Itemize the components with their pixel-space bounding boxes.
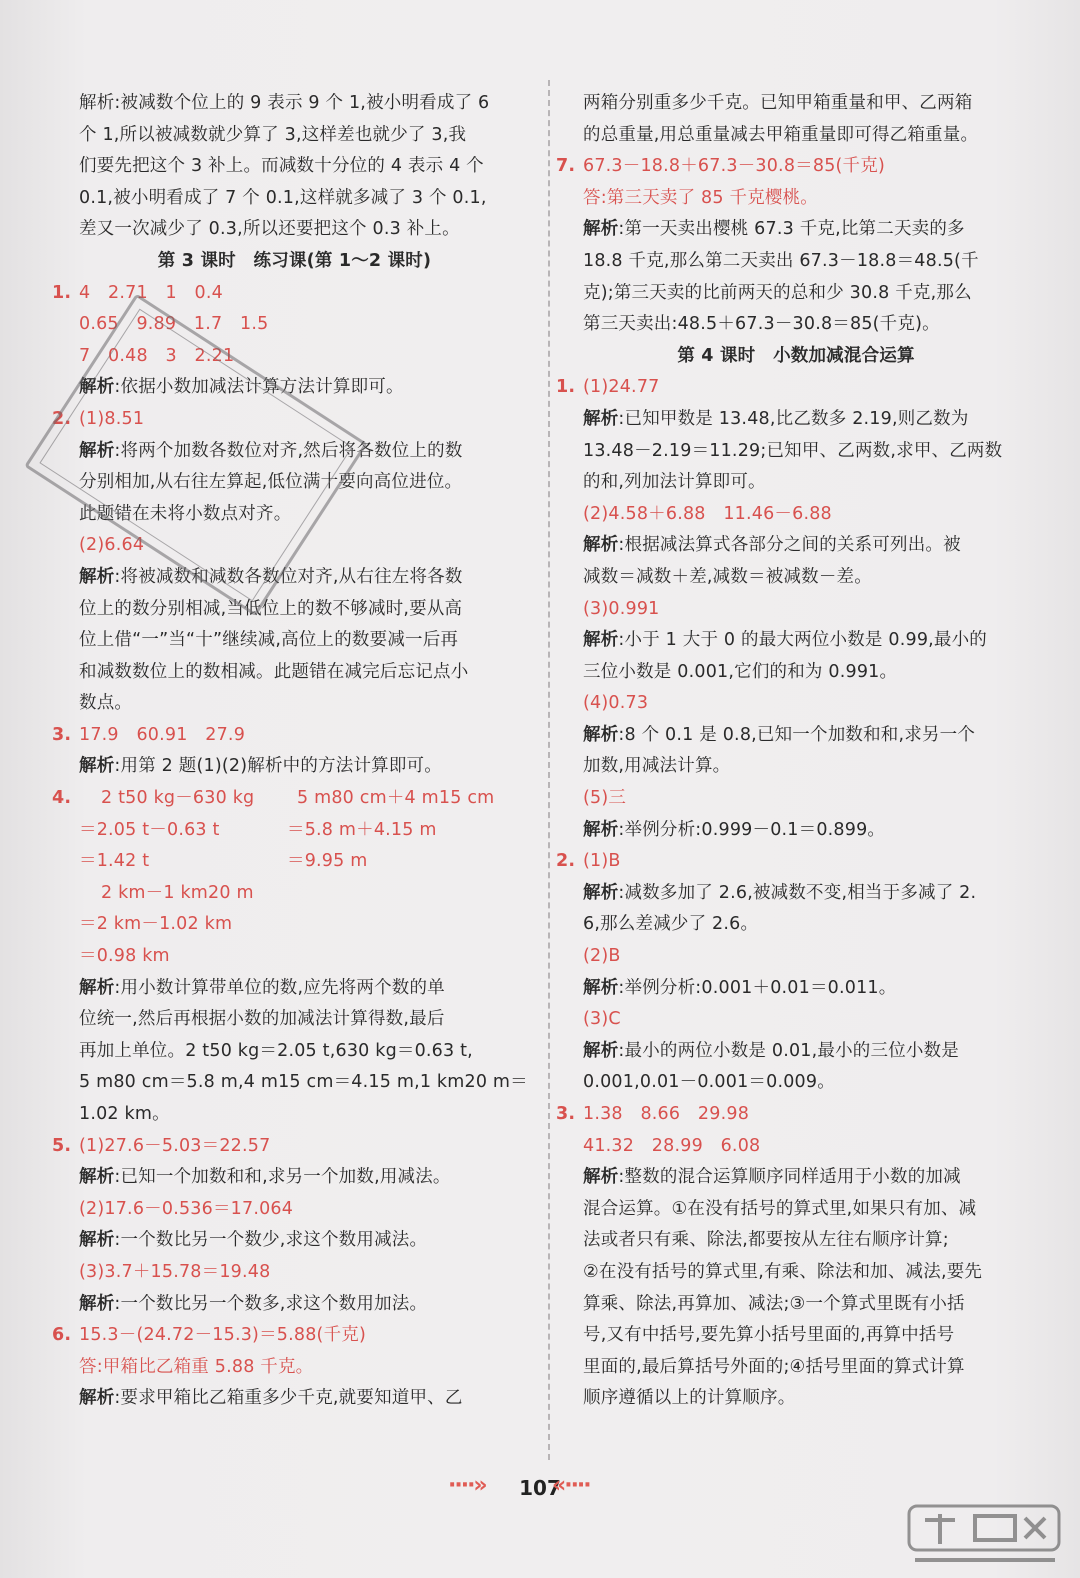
explanation: 解析:将两个加数各数位对齐,然后将各数位上的数 <box>79 440 463 461</box>
explanation: 解析:依据小数加减法计算方法计算即可。 <box>79 377 404 398</box>
explanation: 克);第三天卖的比前两天的总和少 30.8 千克,那么 <box>583 282 972 303</box>
explanation-label: 解析 <box>79 566 115 587</box>
answer: (5)三 <box>583 788 627 809</box>
question-number: 2. <box>556 851 576 872</box>
answer: 67.3－18.8＋67.3－30.8＝85(千克) <box>583 156 885 177</box>
page-arrow-right-icon: «···· <box>552 1473 590 1498</box>
question-number: 5. <box>52 1135 72 1156</box>
explanation: 6,那么差减少了 2.6。 <box>583 914 759 935</box>
question-number: 4. <box>52 788 72 809</box>
answer: 0.65 9.89 1.7 1.5 <box>79 314 269 335</box>
explanation: 第三天卖出:48.5＋67.3－30.8＝85(千克)。 <box>583 314 940 335</box>
answer: (1)27.6－5.03＝22.57 <box>79 1135 271 1156</box>
explanation: 解析:根据减法算式各部分之间的关系可列出。被 <box>583 535 961 556</box>
question-number: 2. <box>52 408 72 429</box>
explanation-label: 解析 <box>79 377 115 398</box>
explanation: 解析:将被减数和减数各数位对齐,从右往左将各数 <box>79 566 463 587</box>
page-arrow-left-icon: ····» <box>448 1473 486 1498</box>
answer: 1.38 8.66 29.98 <box>583 1104 750 1124</box>
text-line: 个 1,所以被减数就少算了 3,这样差也就少了 3,我 <box>79 124 467 145</box>
question-7 <box>556 151 1036 183</box>
answer: (4)0.73 <box>583 693 649 714</box>
answer: (2)6.64 <box>79 535 145 556</box>
answer: ＝9.95 m <box>287 851 368 872</box>
explanation: 解析:已知一个加数和和,求另一个加数,用减法。 <box>79 1167 451 1188</box>
explanation-label: 解析 <box>79 756 115 777</box>
answer: (3)C <box>583 1009 621 1030</box>
question-6 <box>52 1320 537 1352</box>
explanation: 位统一,然后再根据小数的加减法计算得数,最后 <box>79 1009 445 1030</box>
answer: 2 t50 kg－630 kg <box>101 788 255 809</box>
answer: 41.32 28.99 6.08 <box>583 1135 761 1156</box>
explanation: 位上借“一”当“十”继续减,高位上的数要减一后再 <box>79 630 459 651</box>
explanation: 解析:减数多加了 2.6,被减数不变,相当于多减了 2. <box>583 882 977 903</box>
watermark-logo <box>905 1500 1065 1570</box>
text-line: 的总重量,用总重量减去甲箱重量即可得乙箱重量。 <box>583 124 979 145</box>
explanation: 解析:已知甲数是 13.48,比乙数多 2.19,则乙数为 <box>583 408 969 429</box>
answer: (2)4.58＋6.88 11.46－6.88 <box>583 503 832 524</box>
page-number: 107 <box>519 1476 561 1500</box>
explanation: 再加上单位。2 t50 kg＝2.05 t,630 kg＝0.63 t, <box>79 1040 473 1061</box>
answer: 5 m80 cm＋4 m15 cm <box>297 788 495 809</box>
section-heading: 第 3 课时 练习课(第 1～2 课时) <box>157 250 432 271</box>
answer: 15.3－(24.72－15.3)＝5.88(千克) <box>79 1325 367 1346</box>
answer: ＝0.98 km <box>79 946 170 967</box>
text-line: 差又一次减少了 0.3,所以还要把这个 0.3 补上。 <box>79 219 460 240</box>
question-number: 3. <box>52 724 72 745</box>
explanation: 里面的,最后算括号外面的;④括号里面的算式计算 <box>583 1356 965 1377</box>
explanation: 解析:最小的两位小数是 0.01,最小的三位小数是 <box>583 1040 959 1061</box>
explanation-label: 解析 <box>583 408 619 429</box>
answer: 17.9 60.91 27.9 <box>79 724 246 745</box>
explanation: 解析:一个数比另一个数少,求这个数用减法。 <box>79 1230 428 1251</box>
explanation-label: 解析 <box>583 535 619 556</box>
explanation: 和减数数位上的数相减。此题错在减完后忘记点小 <box>79 661 469 682</box>
text-line: 解析:被减数个位上的 9 表示 9 个 1,被小明看成了 6 <box>79 93 490 113</box>
explanation-label: 解析 <box>583 219 619 240</box>
explanation: 解析:用第 2 题(1)(2)解析中的方法计算即可。 <box>79 756 442 777</box>
explanation-label: 解析 <box>583 882 619 903</box>
explanation: 解析:第一天卖出樱桃 67.3 千克,比第二天卖的多 <box>583 219 965 240</box>
text-line: 两箱分别重多少千克。已知甲箱重量和甲、乙两箱 <box>583 93 973 113</box>
answer-row <box>52 815 537 847</box>
explanation: 1.02 km。 <box>79 1104 170 1124</box>
explanation: 号,又有中括号,要先算小括号里面的,再算中括号 <box>583 1325 955 1346</box>
question-number: 6. <box>52 1325 72 1346</box>
explanation-label: 解析 <box>583 1040 619 1061</box>
explanation-label: 解析 <box>79 1293 115 1314</box>
section-heading: 第 4 课时 小数加减混合运算 <box>677 345 915 366</box>
explanation: 解析:要求甲箱比乙箱重多少千克,就要知道甲、乙 <box>79 1388 463 1409</box>
answer: (1)8.51 <box>79 408 145 429</box>
explanation: 此题错在未将小数点对齐。 <box>79 503 292 524</box>
explanation: 解析:一个数比另一个数多,求这个数用加法。 <box>79 1293 428 1314</box>
explanation: 法或者只有乘、除法,都要按从左往右顺序计算; <box>583 1230 949 1251</box>
explanation-label: 解析 <box>79 1230 115 1251</box>
explanation: 三位小数是 0.001,它们的和为 0.991。 <box>583 661 898 682</box>
explanation: 18.8 千克,那么第二天卖出 67.3－18.8＝48.5(千 <box>583 250 979 271</box>
question-4 <box>52 783 537 815</box>
answer: ＝1.42 t <box>79 851 150 872</box>
question-number: 7. <box>556 156 576 177</box>
explanation-label: 解析 <box>583 977 619 998</box>
question-number: 1. <box>52 282 72 303</box>
answer: 答:第三天卖了 85 千克樱桃。 <box>583 187 818 208</box>
explanation: 解析:举例分析:0.001＋0.01＝0.011。 <box>583 977 897 998</box>
question-2 <box>556 846 1036 878</box>
right-column <box>556 88 1036 1415</box>
explanation: 13.48－2.19＝11.29;已知甲、乙两数,求甲、乙两数 <box>583 440 1003 461</box>
answer: (3)3.7＋15.78＝19.48 <box>79 1261 271 1282</box>
answer: (2)B <box>583 946 621 967</box>
explanation-label: 解析 <box>79 977 115 998</box>
explanation: 数点。 <box>79 693 133 714</box>
explanation-label: 解析 <box>583 724 619 745</box>
explanation: 位上的数分别相减,当低位上的数不够减时,要从高 <box>79 598 463 619</box>
explanation: 分别相加,从右往左算起,低位满十要向高位进位。 <box>79 472 463 493</box>
question-number: 3. <box>556 1104 576 1124</box>
explanation-label: 解析 <box>583 819 619 840</box>
question-3 <box>52 720 537 752</box>
explanation: 加数,用减法计算。 <box>583 756 731 777</box>
question-1 <box>52 278 537 310</box>
question-1 <box>556 372 1036 404</box>
answer: (1)24.77 <box>583 377 660 398</box>
explanation-label: 解析 <box>79 1388 115 1409</box>
column-divider <box>548 80 550 1460</box>
answer: (1)B <box>583 851 621 872</box>
text-line: 们要先把这个 3 补上。而减数十分位的 4 表示 4 个 <box>79 156 484 177</box>
answer: (3)0.991 <box>583 598 660 619</box>
answer: ＝2.05 t－0.63 t <box>79 819 220 840</box>
explanation: 解析:小于 1 大于 0 的最大两位小数是 0.99,最小的 <box>583 630 988 651</box>
answer: 7 0.48 3 2.21 <box>79 345 235 366</box>
explanation: 混合运算。①在没有括号的算式里,如果只有加、减 <box>583 1198 977 1219</box>
explanation: 解析:用小数计算带单位的数,应先将两个数的单 <box>79 977 445 998</box>
question-5 <box>52 1131 537 1163</box>
question-number: 1. <box>556 377 576 398</box>
answer: 4 2.71 1 0.4 <box>79 282 223 303</box>
explanation-label: 解析 <box>79 440 115 461</box>
explanation: 顺序遵循以上的计算顺序。 <box>583 1388 796 1409</box>
answer: 答:甲箱比乙箱重 5.88 千克。 <box>79 1356 314 1377</box>
left-column <box>52 88 537 1415</box>
answer-row <box>52 846 537 878</box>
explanation: 解析:8 个 0.1 是 0.8,已知一个加数和和,求另一个 <box>583 724 976 745</box>
explanation: 解析:整数的混合运算顺序同样适用于小数的加减 <box>583 1167 961 1188</box>
explanation-label: 解析 <box>583 630 619 651</box>
text-line: 0.1,被小明看成了 7 个 0.1,这样就多减了 3 个 0.1, <box>79 187 487 208</box>
explanation: 解析:举例分析:0.999－0.1＝0.899。 <box>583 819 886 840</box>
explanation: 0.001,0.01－0.001＝0.009。 <box>583 1072 835 1093</box>
answer: ＝5.8 m＋4.15 m <box>287 819 437 840</box>
explanation-label: 解析 <box>79 1167 115 1188</box>
explanation: 减数＝减数＋差,减数＝被减数－差。 <box>583 566 872 587</box>
question-3 <box>556 1099 1036 1131</box>
answer: ＝2 km－1.02 km <box>79 914 233 935</box>
explanation: 5 m80 cm＝5.8 m,4 m15 cm＝4.15 m,1 km20 m＝ <box>79 1072 528 1093</box>
answer: (2)17.6－0.536＝17.064 <box>79 1198 294 1219</box>
answer: 2 km－1 km20 m <box>101 882 254 903</box>
explanation: 的和,列加法计算即可。 <box>583 472 766 493</box>
explanation-label: 解析 <box>583 1167 619 1188</box>
explanation: 算乘、除法,再算加、减法;③一个算式里既有小括 <box>583 1293 965 1314</box>
explanation: ②在没有括号的算式里,有乘、除法和加、减法,要先 <box>583 1261 983 1282</box>
